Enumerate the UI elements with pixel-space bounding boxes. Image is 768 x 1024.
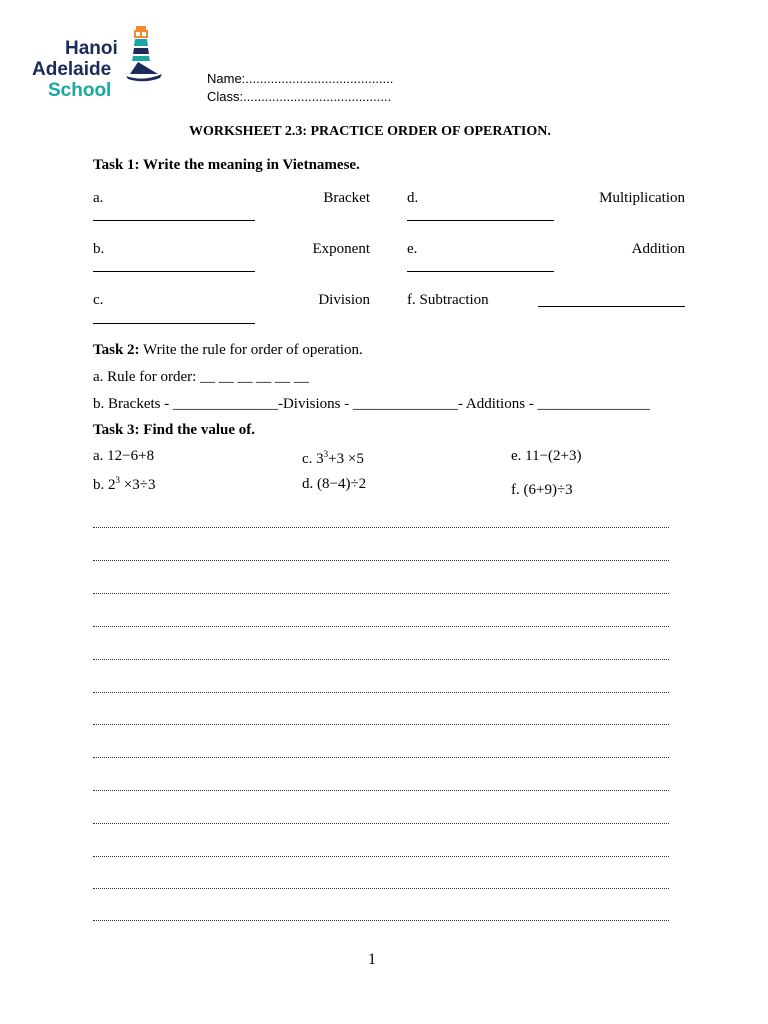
name-field-label: Name:.........................................	[207, 71, 394, 86]
task3-problem-b-rest: ×3÷3	[120, 477, 156, 493]
task1-item-e-letter: e.	[407, 241, 418, 257]
task2-heading-text: Write the rule for order of operation.	[139, 342, 363, 358]
task1-item-e-word: Addition	[631, 241, 685, 257]
answer-line	[93, 724, 669, 725]
answer-line	[93, 626, 669, 627]
task1-item-e-blank	[407, 271, 554, 272]
task3-problem-c-rest: +3 ×5	[328, 451, 364, 467]
answer-line	[93, 692, 669, 693]
task1-item-c-word: Division	[318, 292, 370, 308]
task3-problem-f: f. (6+9)÷3	[511, 482, 573, 498]
task1-item-b-blank	[93, 271, 255, 272]
answer-line	[93, 856, 669, 857]
lighthouse-boat-icon	[124, 24, 164, 84]
task2-rule-b: b. Brackets - ______________-Divisions - ______________- Additions - _______________	[93, 396, 651, 412]
task3-problem-e: e. 11−(2+3)	[511, 448, 582, 464]
task1-item-c-letter: c.	[93, 292, 104, 308]
task1-item-d-blank	[407, 220, 554, 221]
task3-problem-b-exponent: 3	[115, 475, 120, 485]
answer-line	[93, 659, 669, 660]
task1-item-d-letter: d.	[407, 190, 419, 206]
task3-problem-a: a. 12−6+8	[93, 448, 155, 464]
task3-problem-c-base: c. 3	[302, 451, 324, 467]
task1-item-f-blank	[538, 306, 685, 307]
task1-item-f-label: f. Subtraction	[407, 292, 489, 308]
task1-item-b-letter: b.	[93, 241, 105, 257]
worksheet-title: WORKSHEET 2.3: PRACTICE ORDER OF OPERATION.	[189, 124, 551, 139]
answer-line	[93, 888, 669, 889]
task3-problem-c-exponent: 3	[323, 449, 329, 459]
class-field-label: Class:.........................................	[207, 89, 392, 104]
task3-problem-c	[302, 449, 364, 468]
answer-line	[93, 823, 669, 824]
answer-line	[93, 757, 669, 758]
logo-text-adelaide: Adelaide	[32, 59, 112, 80]
task1-item-a-blank	[93, 220, 255, 221]
task3-problem-b-base: b. 2	[93, 477, 116, 493]
task3-problem-b	[93, 475, 155, 494]
task2-rule-a: a. Rule for order: __ __ __ __ __ __	[93, 369, 309, 385]
task2-heading	[93, 342, 363, 359]
task1-item-a-letter: a.	[93, 190, 104, 206]
answer-line	[93, 593, 669, 594]
task3-heading: Task 3: Find the value of.	[93, 422, 255, 438]
answer-line	[93, 527, 669, 528]
page-number: 1	[368, 951, 376, 968]
answer-line	[93, 920, 669, 921]
task1-item-b-word: Exponent	[312, 241, 370, 257]
task1-item-d-word: Multiplication	[599, 190, 685, 206]
task2-heading-label: Task 2:	[93, 342, 140, 358]
task1-heading: Task 1: Write the meaning in Vietnamese.	[93, 157, 360, 173]
task3-problem-d: d. (8−4)÷2	[302, 476, 367, 492]
task1-item-a-word: Bracket	[323, 190, 370, 206]
logo-text-hanoi: Hanoi	[65, 38, 118, 59]
logo-text-school: School	[48, 80, 112, 101]
answer-line	[93, 790, 669, 791]
task1-item-c-blank	[93, 323, 255, 324]
answer-line	[93, 560, 669, 561]
